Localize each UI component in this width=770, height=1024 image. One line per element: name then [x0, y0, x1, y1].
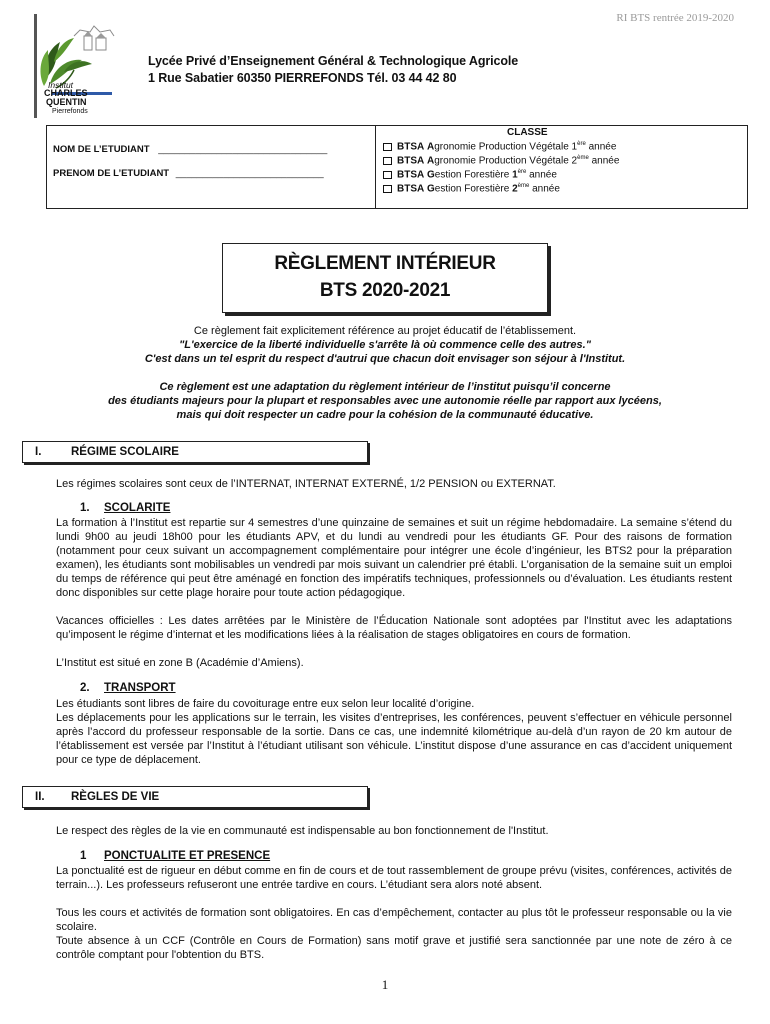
option-label: BTSA Gestion Forestière 2ème année	[397, 183, 560, 195]
checkbox[interactable]	[383, 185, 392, 193]
checkbox[interactable]	[383, 157, 392, 165]
subsection-title: SCOLARITE	[104, 502, 171, 514]
section-heading-regles	[22, 786, 368, 808]
document-reference: RI BTS rentrée 2019-2020	[616, 12, 734, 24]
page-number: 1	[381, 977, 389, 992]
section-title: RÈGLES DE VIE	[71, 791, 160, 803]
school-address: 1 Rue Sabatier 60350 PIERREFONDS Tél. 03 44 42 80	[148, 71, 457, 85]
option-label: BTSA Agronomie Production Végétale 1ère année	[397, 141, 617, 153]
classe-option-gf2[interactable]	[383, 183, 560, 194]
checkbox[interactable]	[383, 171, 392, 179]
classe-option-gf1[interactable]	[383, 169, 557, 180]
prenom-input-line[interactable]: ____________________________	[175, 168, 324, 179]
section-title: RÉGIME SCOLAIRE	[71, 446, 179, 458]
ponctualite-paragraph-2: Tous les cours et activités de formation sont obligatoires. En cas d’empêchement, contacter au plus tôt le professeur responsable ou la vie scolaire.	[56, 907, 732, 933]
intro-line-6: mais qui doit respecter un cadre pour la cohésion de la communauté éducative.	[176, 409, 594, 421]
subsection-title: TRANSPORT	[104, 682, 176, 694]
student-identity-box	[46, 125, 748, 209]
section-number: I.	[35, 446, 42, 458]
document-title-box	[222, 243, 548, 313]
document-title: RÈGLEMENT INTÉRIEUR	[274, 253, 496, 274]
logo-text-pierrefonds: Pierrefonds	[52, 108, 88, 115]
transport-paragraph-1: Les étudiants sont libres de faire du covoiturage entre eux selon leur localité d’origine.	[56, 698, 475, 710]
logo-text-quentin: QUENTIN	[46, 97, 87, 107]
regime-lead: Les régimes scolaires sont ceux de l’INTERNAT, INTERNAT EXTERNÉ, 1/2 PENSION ou EXTERNAT.	[56, 478, 556, 490]
scolarite-paragraph-2: Vacances officielles : Les dates arrêtées par le Ministère de l’Éducation Nationale sont adoptées par l'Institut avec les adaptations qu’imposent le régime d’internat et les modifications liées à la réalisation de stages obligatoires en cours de formation.	[56, 615, 732, 641]
school-name: Lycée Privé d’Enseignement Général & Technologique Agricole	[148, 54, 519, 68]
transport-paragraph-2: Les déplacements pour les applications sur le terrain, les visites d’entreprises, les conférences, peuvent s’effectuer en véhicule personnel après l’accord du professeur responsable de la sortie. Dans ce cas, une indemnité kilométrique au-delà d’un rayon de 20 km autour de l’établissement est versée par l’Institut à l’étudiant utilisant son véhicule. L’institut dispose d’une assurance en cas d’accident uniquement pour ce type de déplacement.	[56, 712, 732, 766]
subsection-number: 2.	[80, 682, 90, 694]
classe-option-apv1[interactable]	[383, 141, 616, 152]
scolarite-paragraph-1: La formation à l’Institut est repartie sur 4 semestres d’une quinzaine de semaines et suit un régime hebdomadaire. La semaine s’étend du lundi 9h00 au jeudi 18h00 pour les étudiants APV, et du lundi au vendredi pour les étudiants GF. Pour des raisons de formation (notamment pour ceux suivant un accompagnement complémentaire pour intégrer une école d’ingénieur, les BTS2 pour la préparation examen), les étudiants sont mobilisables un vendredi par mois suivant un calendrier pré établi. L’organisation de la semaine suit un emploi du temps de référence qui peut être aménagé en fonction des impératifs techniques, professionnels ou d’évaluation. Les étudiants restent donc disponibles sur cette plage horaire pour toute action pédagogique.	[56, 517, 732, 599]
prenom-label: PRENOM DE L’ETUDIANT	[53, 168, 170, 179]
nom-field	[53, 144, 327, 155]
intro-line-1: Ce règlement fait explicitement référence au projet éducatif de l’établissement.	[193, 325, 577, 337]
intro-line-5: des étudiants majeurs pour la plupart et responsables avec une autonomie réelle par rapport aux lycéens,	[108, 395, 662, 407]
regles-lead: Le respect des règles de la vie en communauté est indispensable au bon fonctionnement de l'Institut.	[56, 825, 549, 837]
ponctualite-paragraph-1: La ponctualité est de rigueur en début comme en fin de cours et de tout rassemblement de groupe prévu (visites, conférences, activités de terrain...). Les professeurs refuseront une entrée tardive en cours. L’étudiant sera alors noté absent.	[56, 865, 732, 891]
section-heading-regime	[22, 441, 368, 463]
school-header	[148, 53, 518, 87]
nom-input-line[interactable]: ________________________________	[158, 144, 328, 155]
classe-heading: CLASSE	[507, 127, 548, 138]
option-label: BTSA Gestion Forestière 1ère année	[397, 169, 557, 181]
subsection-number: 1	[80, 850, 87, 862]
classe-option-apv2[interactable]	[383, 155, 619, 166]
option-label: BTSA Agronomie Production Végétale 2ème année	[397, 155, 620, 167]
identity-divider	[375, 126, 376, 208]
logo-text-institut: Institut	[48, 80, 74, 90]
subsection-title: PONCTUALITE ET PRESENCE	[104, 850, 271, 862]
section-number: II.	[35, 791, 45, 803]
scolarite-paragraph-3: L’Institut est situé en zone B (Académie d’Amiens).	[56, 657, 304, 669]
intro-line-4: Ce règlement est une adaptation du règlement intérieur de l’institut puisqu’il concerne	[159, 381, 611, 393]
document-subtitle: BTS 2020-2021	[319, 280, 451, 301]
ponctualite-paragraph-3: Toute absence à un CCF (Contrôle en Cours de Formation) sans motif grave et justifié sera sanctionnée par une note de zéro à ce contrôle comptant pour l'obtention du BTS.	[56, 935, 732, 961]
prenom-field	[53, 168, 324, 179]
intro-line-3: C'est dans un tel esprit du respect d'autrui que chacun doit envisager son séjour à l'Institut.	[144, 353, 626, 365]
subsection-number: 1.	[80, 502, 90, 514]
intro-quote: "L'exercice de la liberté individuelle s'arrête là où commence celle des autres."	[179, 339, 591, 351]
nom-label: NOM DE L’ETUDIANT	[53, 144, 150, 155]
logo-text-charles: CHARLES	[44, 88, 88, 98]
checkbox[interactable]	[383, 143, 392, 151]
